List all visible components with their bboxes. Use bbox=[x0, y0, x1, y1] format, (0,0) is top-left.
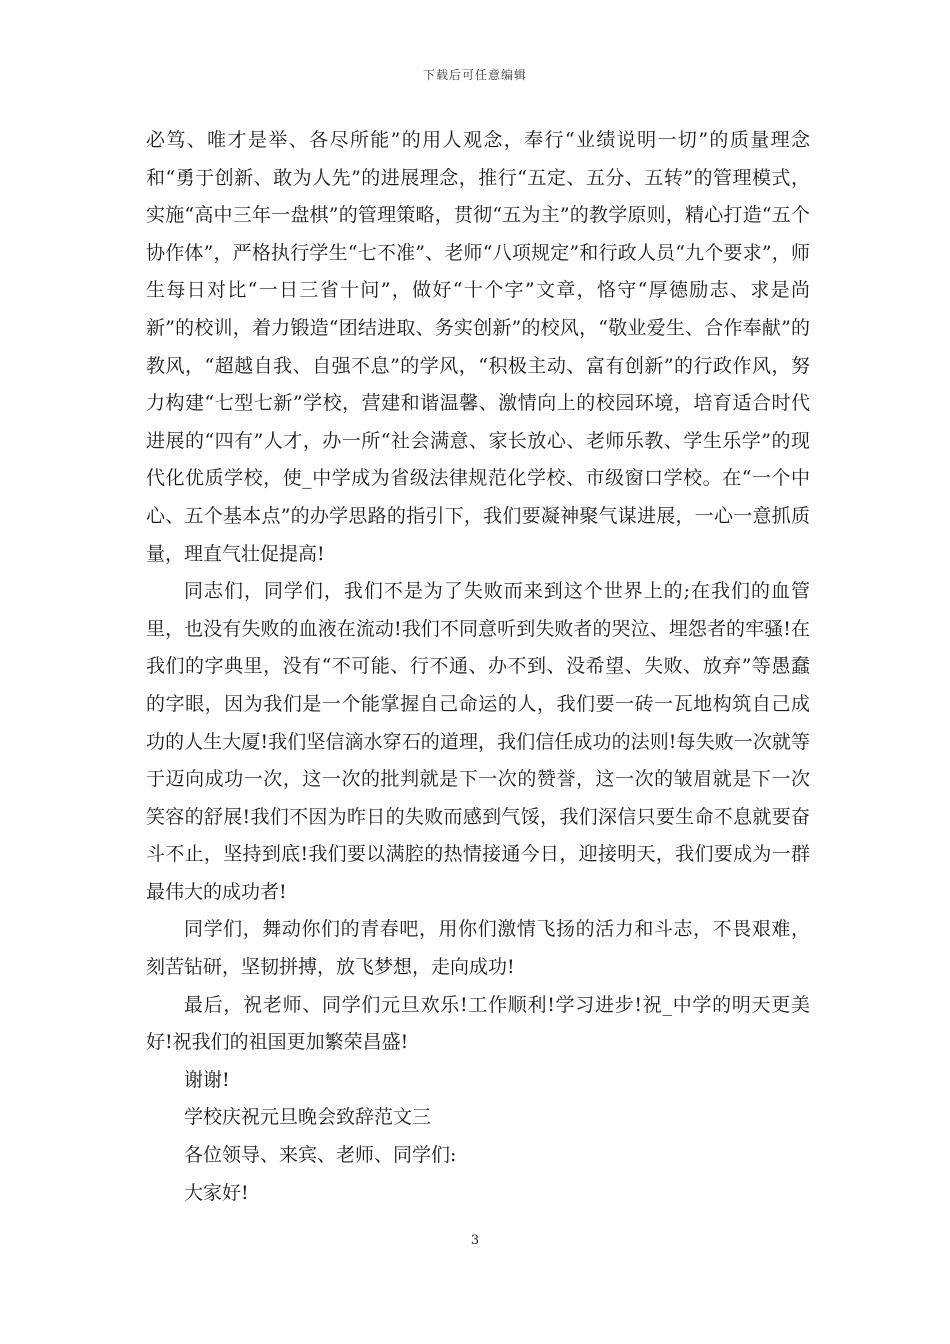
body-paragraph: 必笃、唯才是举、各尽所能”的用人观念，奉行“业绩说明一切”的质量理念和“勇于创新、敢为人先”的进展理念，推行“五定、五分、五转”的管理模式，实施“高中三年一盘棋”的管理策略，贯彻“五为主”的教学原则，精心打造“五个协作体”，严格执行学生“七不准”、老师“八项规定”和行政人员“九个要求”，师生每日对比“一日三省十问”，做好“十个字”文章，恪守“厚德励志、求是尚新”的校训，着力锻造“团结进取、务实创新”的校风，“敬业爱生、合作奉献”的教风，“超越自我、自强不息”的学风，“积极主动、富有创新”的行政作风，努力构建“七型七新”学校，营建和谐温馨、激情向上的校园环境，培育适合时代进展的“四有”人才，办一所“社会满意、家长放心、老师乐教、学生乐学”的现代化优质学校，使_中学成为省级法律规范化学校、市级窗口学校。在“一个中心、五个基本点”的办学思路的指引下，我们要凝神聚气谋进展，一心一意抓质量，理直气壮促提高! bbox=[146, 129, 810, 565]
body-paragraph: 同学们，舞动你们的青春吧，用你们激情飞扬的活力和斗志，不畏艰难，刻苦钻研，坚韧拼搏，放飞梦想，走向成功! bbox=[146, 918, 810, 979]
body-paragraph: 最后，祝老师、同学们元旦欢乐!工作顺利!学习进步!祝_中学的明天更美好!祝我们的祖国更加繁荣昌盛! bbox=[146, 993, 810, 1054]
page-header: 下载后可任意编辑 bbox=[422, 68, 527, 82]
section-title: 学校庆祝元旦晚会致辞范文三 bbox=[184, 1106, 432, 1129]
page-number: 3 bbox=[470, 1233, 480, 1248]
salutation: 各位领导、来宾、老师、同学们: bbox=[184, 1144, 457, 1167]
closing-thanks: 谢谢! bbox=[184, 1068, 230, 1091]
greeting: 大家好! bbox=[184, 1181, 249, 1204]
document-body bbox=[146, 122, 810, 1212]
body-paragraph: 同志们，同学们，我们不是为了失败而来到这个世界上的;在我们的血管里，也没有失败的血液在流动!我们不同意听到失败者的哭泣、埋怨者的牢骚!在我们的字典里，没有“不可能、行不通、办不到、没希望、失败、放弃”等愚蠢的字眼，因为我们是一个能掌握自己命运的人，我们要一砖一瓦地构筑自己成功的人生大厦!我们坚信滴水穿石的道理，我们信任成功的法则!每失败一次就等于迈向成功一次，这一次的批判就是下一次的赞誉，这一次的皱眉就是下一次笑容的舒展!我们不因为昨日的失败而感到气馁，我们深信只要生命不息就要奋斗不止，坚持到底!我们要以满腔的热情接通今日，迎接明天，我们要成为一群最伟大的成功者! bbox=[146, 580, 810, 903]
